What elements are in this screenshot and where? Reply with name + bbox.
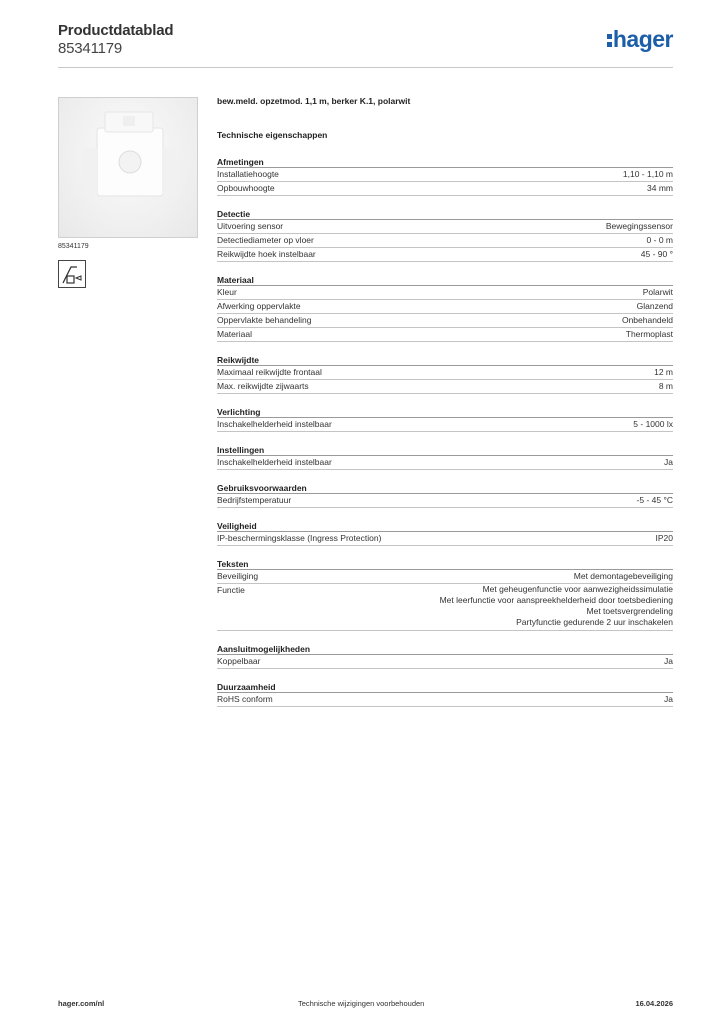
spec-label: RoHS conform [217,694,273,704]
spec-value: Thermoplast [625,329,673,339]
section-title: Teksten [217,558,673,570]
spec-row [217,570,673,584]
spec-section [217,156,673,196]
spec-value [440,584,673,628]
spec-label: Opbouwhoogte [217,183,275,193]
section-title: Materiaal [217,274,673,286]
spec-value: 5 - 1000 lx [633,419,673,429]
spec-row [217,182,673,196]
spec-value: Ja [664,656,673,666]
spec-row [217,314,673,328]
spec-row [217,584,673,631]
spec-value: Onbehandeld [621,315,673,325]
spec-value: Ja [664,694,673,704]
spec-value: Met demontagebeveiliging [573,571,673,581]
spec-value: Polarwit [642,287,673,297]
spec-value: IP20 [655,533,673,543]
spec-label: Koppelbaar [217,656,261,666]
spec-section [217,354,673,394]
spec-label: Kleur [217,287,237,297]
spec-row [217,494,673,508]
footer-date: 16.04.2026 [635,999,673,1008]
section-title: Detectie [217,208,673,220]
spec-value: Glanzend [636,301,673,311]
logo-text: hager [612,26,673,52]
technical-properties-title: Technische eigenschappen [217,130,328,140]
spec-label: Functie [217,585,245,595]
section-title: Instellingen [217,444,673,456]
spec-label: Installatiehoogte [217,169,279,179]
spec-row [217,456,673,470]
spec-row [217,693,673,707]
footer-notice: Technische wijzigingen voorbehouden [298,999,425,1008]
spec-label: Afwerking oppervlakte [217,301,301,311]
spec-value: 45 - 90 ° [640,249,673,259]
page-footer [58,999,673,1011]
hager-logo [607,26,673,53]
spec-label: Inschakelhelderheid instelbaar [217,419,332,429]
spec-row [217,248,673,262]
section-title: Aansluitmogelijkheden [217,643,673,655]
spec-section [217,681,673,707]
spec-row [217,220,673,234]
product-number: 85341179 [58,40,123,57]
spec-row [217,234,673,248]
spec-row [217,418,673,432]
spec-value: 12 m [654,367,673,377]
product-image-column [58,97,198,288]
motion-detector-image [59,98,198,238]
spec-row [217,300,673,314]
spec-row [217,380,673,394]
product-description: bew.meld. opzetmod. 1,1 m, berker K.1, polarwit [217,96,411,106]
product-specs [217,96,673,707]
section-title: Reikwijdte [217,354,673,366]
spec-value-line: Met toetsvergrendeling [586,606,673,616]
spec-value: Bewegingssensor [605,221,673,231]
image-caption: 85341179 [58,243,89,250]
footer-website-link[interactable]: hager.com/nl [58,999,105,1008]
spec-value: 0 - 0 m [646,235,673,245]
spec-label: Maximaal reikwijdte frontaal [217,367,322,377]
spec-row [217,532,673,546]
spec-value-line: Partyfunctie gedurende 2 uur inschakelen [516,617,673,627]
section-title: Duurzaamheid [217,681,673,693]
page-header [58,22,673,68]
spec-section [217,274,673,342]
header-divider [58,67,673,68]
spec-row [217,655,673,669]
spec-label: Inschakelhelderheid instelbaar [217,457,332,467]
spec-label: Bedrijfstemperatuur [217,495,292,505]
spec-section [217,482,673,508]
section-title: Afmetingen [217,156,673,168]
logo-dots-icon [607,31,612,48]
section-title: Gebruiksvoorwaarden [217,482,673,494]
spec-section [217,208,673,262]
spec-label: Detectiediameter op vloer [217,235,314,245]
spec-value: -5 - 45 °C [636,495,673,505]
section-title: Verlichting [217,406,673,418]
spec-value: Ja [664,457,673,467]
spec-value: 1,10 - 1,10 m [622,169,673,179]
product-image [58,97,198,238]
spec-value-line: Met leerfunctie voor aanspreekhelderheid door toetsbediening [439,595,673,605]
spec-row [217,168,673,182]
spec-label: Reikwijdte hoek instelbaar [217,249,316,259]
spec-row [217,328,673,342]
section-title: Veiligheid [217,520,673,532]
spec-section [217,520,673,546]
spec-label: IP-beschermingsklasse (Ingress Protection) [217,533,382,543]
spec-section [217,406,673,432]
motion-detector-symbol-icon [58,260,86,288]
spec-label: Uitvoering sensor [217,221,284,231]
spec-value: 34 mm [647,183,673,193]
spec-section [217,558,673,631]
spec-label: Beveiliging [217,571,259,581]
spec-row [217,286,673,300]
spec-section [217,643,673,669]
spec-label: Max. reikwijdte zijwaarts [217,381,309,391]
spec-label: Materiaal [217,329,252,339]
spec-label: Oppervlakte behandeling [217,315,312,325]
spec-value: 8 m [658,381,673,391]
spec-section [217,444,673,470]
spec-value-line: Met geheugenfunctie voor aanwezigheidssimulatie [482,584,673,594]
spec-row [217,366,673,380]
document-title: Productdatablad [58,22,174,39]
spec-sections [217,156,673,707]
